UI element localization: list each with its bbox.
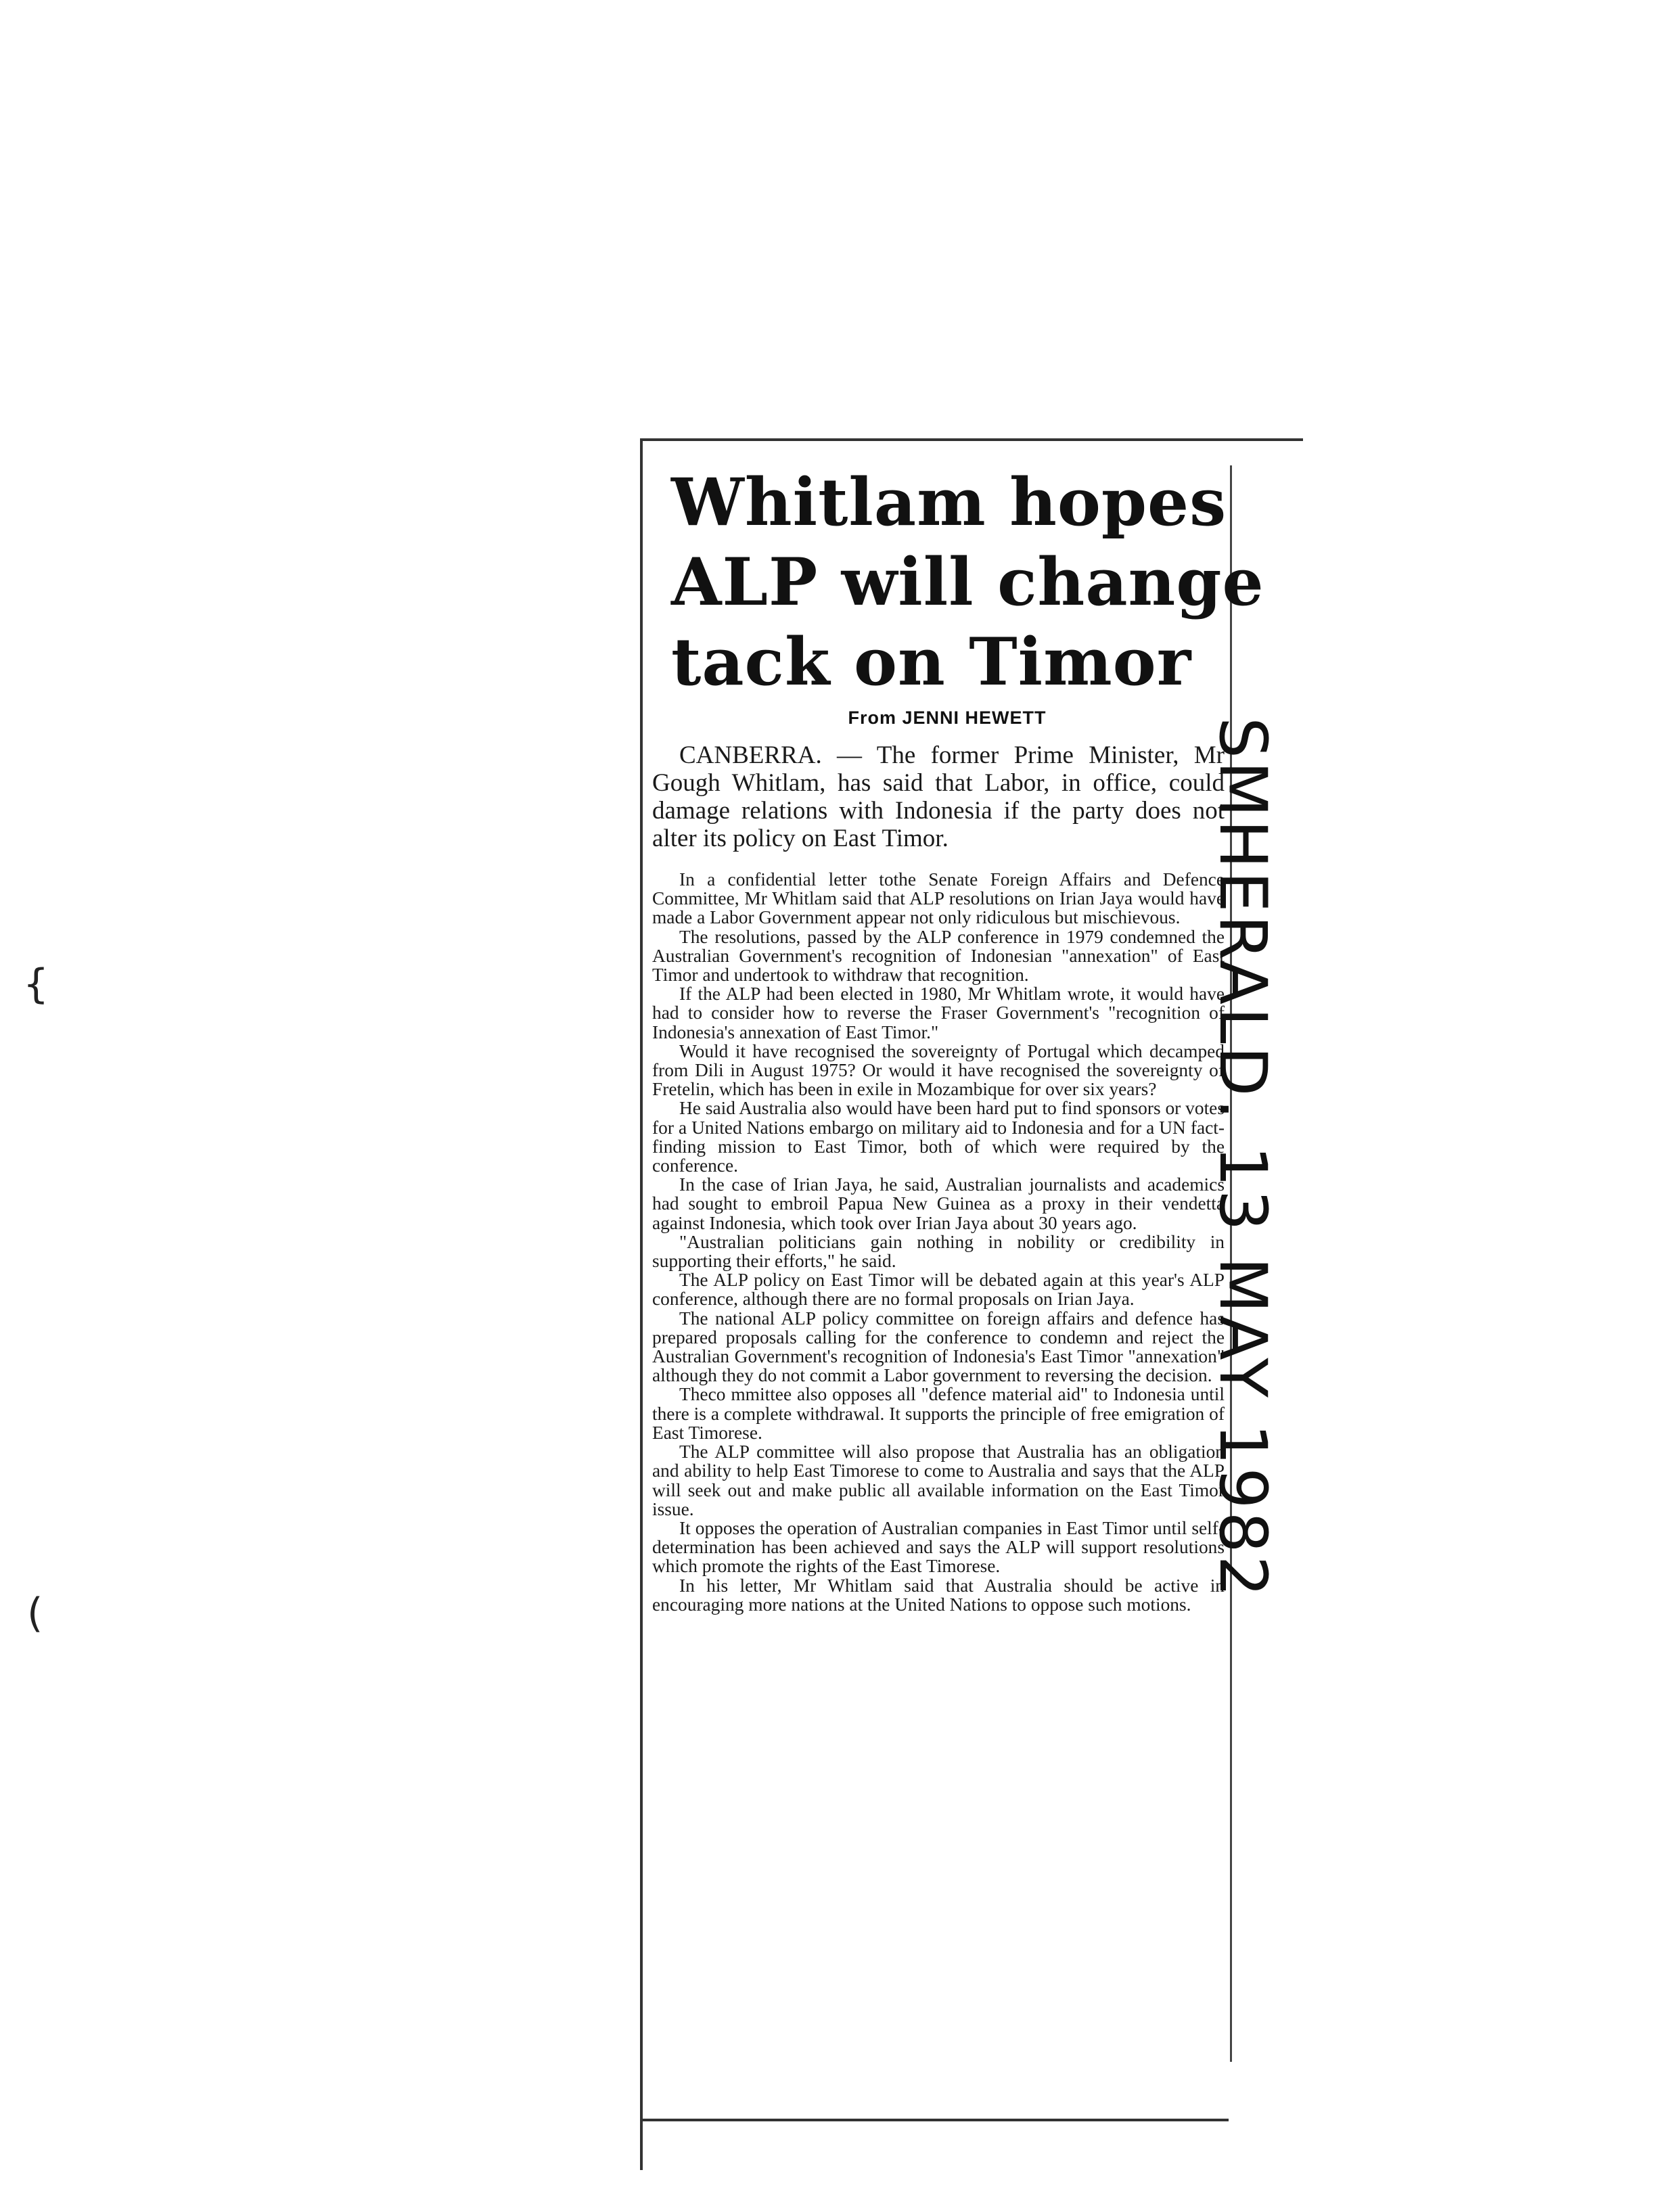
headline-line: tack on Timor <box>671 624 1192 700</box>
headline-line: ALP will change <box>671 544 1264 620</box>
body-paragraph: The national ALP policy committee on foreign affairs and defence has prepared proposals calling for the conference to condemn and reject the Australian Government's recognition of Indonesia's East Timor "annexation" although they do not commit a Labor government to reversing the decision. <box>652 1308 1225 1386</box>
body-paragraph: The ALP committee will also propose that Australia has an obligation and ability to help East Timorese to come to Australia and says that the ALP will seek out and make public all available information on the East Timor issue. <box>652 1442 1225 1519</box>
body-paragraph: In the case of Irian Jaya, he said, Australian journalists and academics had sought to embroil Papua New Guinea as a proxy in their vendetta against Indonesia, which took over Irian Jaya about 30 years ago. <box>652 1174 1225 1233</box>
body-paragraph: If the ALP had been elected in 1980, Mr Whitlam wrote, it would have had to consider how to reverse the Fraser Government's "recognition of Indonesia's annexation of East Timor." <box>652 984 1225 1042</box>
clipping-bottom-rule <box>640 2119 1229 2121</box>
body-paragraph: In his letter, Mr Whitlam said that Australia should be active in encouraging more nations at the United Nations to oppose such motions. <box>652 1575 1225 1615</box>
clipping-top-rule <box>640 438 1303 441</box>
body-paragraph: In a confidential letter tothe Senate Foreign Affairs and Defence Committee, Mr Whitlam said that ALP resolutions on Irian Jaya would have made a Labor Government appear not only ridiculous but mischievous. <box>652 869 1225 928</box>
byline: From JENNI HEWETT <box>848 708 1047 728</box>
newspaper-clipping <box>633 438 1303 2170</box>
article-body <box>652 741 1225 1614</box>
body-paragraph: Would it have recognised the sovereignty of Portugal which decamped from Dili in August 1975? Or would it have recognised the sovereignty of Fretelin, which has been in exile in Mozambique for over six years? <box>652 1040 1225 1100</box>
lead-paragraph: CANBERRA. — The former Prime Minister, Mr Gough Whitlam, has said that Labor, in office, could damage relations with Indonesia if the party does not alter its policy on East Timor. <box>652 741 1225 852</box>
headline <box>671 463 1264 702</box>
clipping-left-rule <box>640 438 643 2170</box>
scan-margin-mark-bottom: ( <box>27 1590 43 1637</box>
handwritten-source-note <box>1205 717 1284 1600</box>
body-paragraph: It opposes the operation of Australian companies in East Timor until self-determination has been achieved and says the ALP will support resolutions which promote the rights of the East Timorese. <box>652 1517 1225 1577</box>
headline-line: Whitlam hopes <box>671 464 1227 540</box>
body-paragraph: "Australian politicians gain nothing in nobility or credibility in supporting their efforts," he said. <box>652 1231 1225 1272</box>
body-paragraph: The resolutions, passed by the ALP conference in 1979 condemned the Australian Government's recognition of Indonesian "annexation" of East Timor and undertook to withdraw that recognition. <box>652 926 1225 986</box>
body-paragraph: He said Australia also would have been hard put to find sponsors or votes for a United Nations embargo on military aid to Indonesia and for a UN fact-finding mission to East Timor, both of which were required by the conference. <box>652 1098 1225 1176</box>
scan-margin-mark-top: { <box>23 961 49 1008</box>
body-paragraph: The ALP policy on East Timor will be debated again at this year's ALP conference, although there are no formal proposals on Irian Jaya. <box>652 1270 1225 1310</box>
body-paragraph: Theco mmittee also opposes all "defence material aid" to Indonesia until there is a complete withdrawal. It supports the principle of free emigration of East Timorese. <box>652 1384 1225 1443</box>
handwritten-note-text: SMHERALD. 13 MAY 1982 <box>1205 717 1281 1600</box>
